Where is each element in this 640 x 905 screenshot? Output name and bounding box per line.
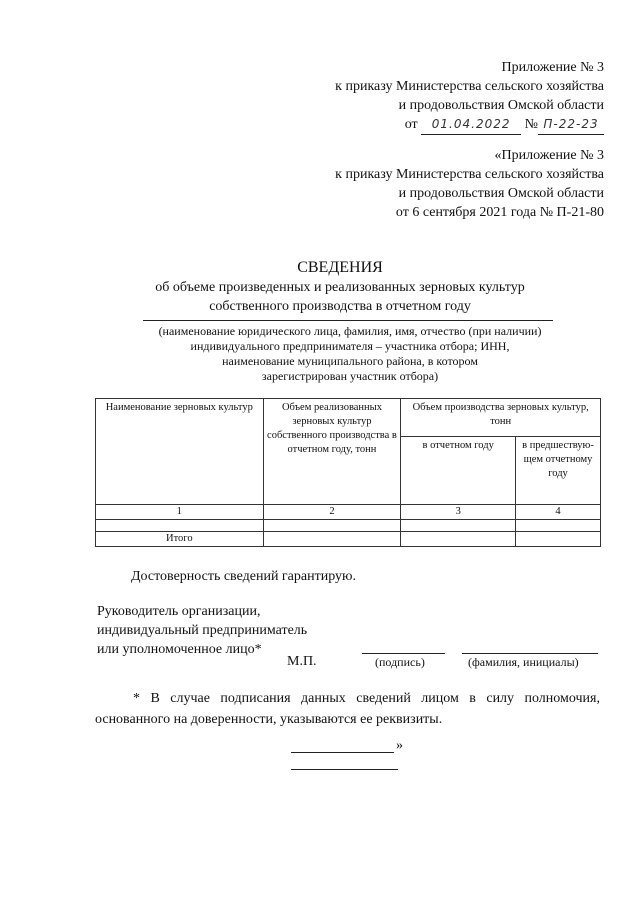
signer-line-1: Руководитель организации,: [97, 604, 261, 619]
closing-line-1: [291, 752, 394, 753]
table-cell: [401, 532, 516, 547]
appendix-old-title: «Приложение № 3: [494, 148, 604, 163]
handwritten-date: 01.04.2022: [421, 115, 521, 135]
col-number-1: 1: [96, 505, 264, 520]
table-row-empty: [96, 520, 601, 532]
name-caption-line-3: наименование муниципального района, в котором: [222, 354, 478, 368]
document-heading: [60, 258, 620, 316]
col-header-current-year: в отчетном году: [401, 437, 516, 505]
appendix-old-order: к приказу Министерства сельского хозяйства: [335, 167, 604, 182]
name-caption-line-4: зарегистрирован участник отбора): [261, 369, 439, 383]
col-number-4: 4: [516, 505, 601, 520]
signer-line-2: индивидуальный предприниматель: [97, 623, 308, 638]
handwritten-number: П-22-23: [538, 115, 604, 135]
col-header-previous-year: в предшествую-щем отчетному году: [516, 437, 601, 505]
name-caption-line-1: (наименование юридического лица, фамилия, имя, отчество (при наличии): [158, 324, 542, 338]
signature-caption: (подпись): [375, 655, 425, 669]
appendix-old-date: от 6 сентября 2021 года № П-21-80: [395, 205, 604, 220]
col-header-production-volume: Объем производства зерновых культур, тонн: [401, 399, 601, 437]
ot-label: от: [404, 117, 418, 132]
table-cell: [516, 520, 601, 532]
col-header-sold-volume: Объем реализованных зерновых культур собственного производства в отчетном году, тонн: [263, 399, 401, 505]
appendix-new-ministry: и продовольствия Омской области: [398, 98, 604, 113]
number-label: №: [524, 117, 538, 132]
table-cell: [516, 532, 601, 547]
signer-line-3: или уполномоченное лицо*: [97, 642, 262, 657]
document-subtitle-2: собственного производства в отчетном году: [209, 299, 471, 314]
table-row-total: [96, 532, 601, 547]
full-name-caption: (фамилия, инициалы): [468, 655, 579, 669]
crop-table: [95, 398, 601, 547]
appendix-old-ministry: и продовольствия Омской области: [398, 186, 604, 201]
appendix-new-block: [204, 58, 604, 135]
document-subtitle-1: об объеме произведенных и реализованных зерновых культур: [155, 280, 525, 295]
total-label: Итого: [96, 532, 264, 547]
table-cell: [96, 520, 264, 532]
appendix-new-order: к приказу Министерства сельского хозяйства: [335, 79, 604, 94]
table-cell: [263, 532, 401, 547]
appendix-old-block: [204, 146, 604, 222]
document-title: СВЕДЕНИЯ: [297, 259, 383, 276]
closing-quote: »: [396, 738, 403, 753]
col-number-3: 3: [401, 505, 516, 520]
appendix-new-title: Приложение № 3: [501, 60, 604, 75]
col-header-crop-name: Наименование зерновых культур: [96, 399, 264, 505]
stamp-place: М.П.: [287, 654, 317, 669]
name-fill-line: [143, 320, 553, 321]
name-caption-line-2: индивидуального предпринимателя – участника отбора; ИНН,: [190, 339, 510, 353]
footnote: * В случае подписания данных сведений лицом в силу полномочия, основанного на доверенности, указываются ее реквизиты.: [95, 691, 600, 727]
guarantee-text: Достоверность сведений гарантирую.: [131, 569, 356, 584]
signer-block: [97, 602, 307, 659]
table-cell: [401, 520, 516, 532]
table-cell: [263, 520, 401, 532]
name-caption: [120, 324, 580, 384]
col-number-2: 2: [263, 505, 401, 520]
table-row-numbers: [96, 505, 601, 520]
closing-line-2: [291, 769, 398, 770]
appendix-new-date-line: [204, 115, 604, 135]
